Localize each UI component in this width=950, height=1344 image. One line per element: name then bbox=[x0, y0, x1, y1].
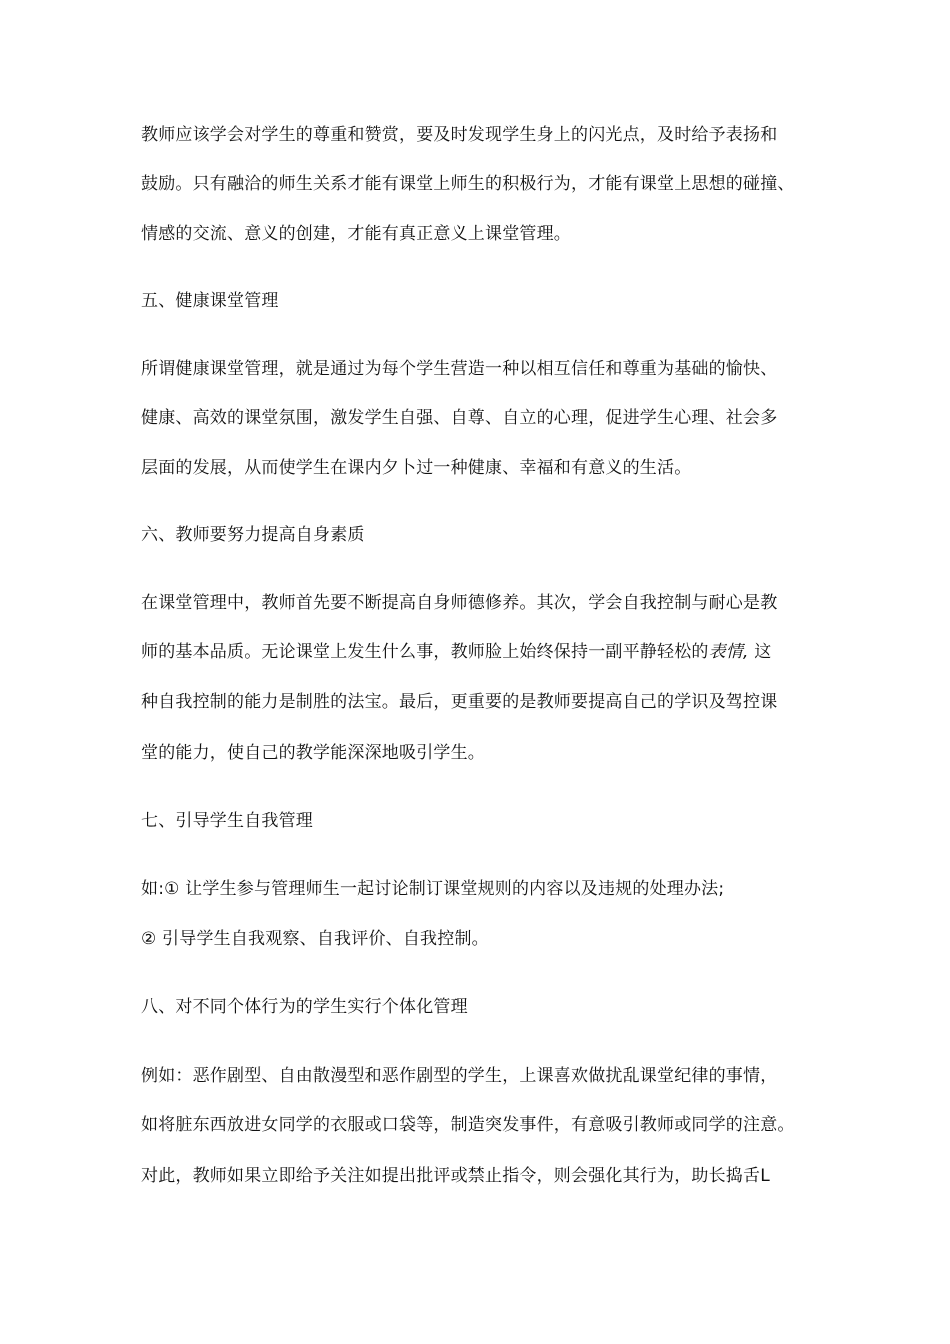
paragraph-line: 教师应该学会对学生的尊重和赞赏，要及时发现学生身上的闪光点，及时给予表扬和 bbox=[141, 125, 778, 145]
section-heading-8: 八、对不同个体行为的学生实行个体化管理 bbox=[141, 997, 468, 1017]
list-item: 如:① 让学生参与管理师生一起讨论制订课堂规则的内容以及违规的处理办法; bbox=[141, 879, 725, 899]
paragraph-line bbox=[141, 640, 771, 664]
paragraph-line: 种自我控制的能力是制胜的法宝。最后，更重要的是教师要提高自己的学识及驾控课 bbox=[141, 692, 778, 712]
section-heading-7: 七、引导学生自我管理 bbox=[141, 811, 313, 831]
paragraph-text: 师的基本品质。无论课堂上发生什么事，教师脸上始终保持一副平静轻松的 bbox=[141, 642, 709, 662]
section-heading-5: 五、健康课堂管理 bbox=[141, 291, 279, 311]
paragraph-line: 健康、高效的课堂氛围，激发学生自强、自尊、自立的心理，促进学生心理、社会多 bbox=[141, 408, 778, 428]
paragraph-line: 在课堂管理中，教师首先要不断提高自身师德修养。其次，学会自我控制与耐心是教 bbox=[141, 593, 778, 613]
paragraph-text: 这 bbox=[754, 642, 772, 662]
italic-word: 表情, bbox=[708, 642, 749, 662]
section-heading-6: 六、教师要努力提高自身素质 bbox=[141, 525, 365, 545]
paragraph-line: 例如：恶作剧型、自由散漫型和恶作剧型的学生，上课喜欢做扰乱课堂纪律的事情， bbox=[141, 1066, 778, 1086]
paragraph-line: 情感的交流、意义的创建，才能有真正意义上课堂管理。 bbox=[141, 224, 571, 244]
paragraph-line: 所谓健康课堂管理，就是通过为每个学生营造一种以相互信任和尊重为基础的愉快、 bbox=[141, 359, 778, 379]
list-item: ② 引导学生自我观察、自我评价、自我控制。 bbox=[141, 929, 489, 949]
paragraph-line: 堂的能力，使自己的教学能深深地吸引学生。 bbox=[141, 743, 485, 763]
paragraph-line: 如将脏东西放进女同学的衣服或口袋等，制造突发事件，有意吸引教师或同学的注意。 bbox=[141, 1115, 795, 1135]
paragraph-line: 层面的发展，从而使学生在课内夕卜过一种健康、幸福和有意义的生活。 bbox=[141, 458, 692, 478]
paragraph-line: 鼓励。只有融洽的师生关系才能有课堂上师生的积极行为，才能有课堂上思想的碰撞、 bbox=[141, 174, 795, 194]
paragraph-line: 对此，教师如果立即给予关注如提出批评或禁止指令，则会强化其行为，助长捣舌L bbox=[141, 1166, 770, 1186]
